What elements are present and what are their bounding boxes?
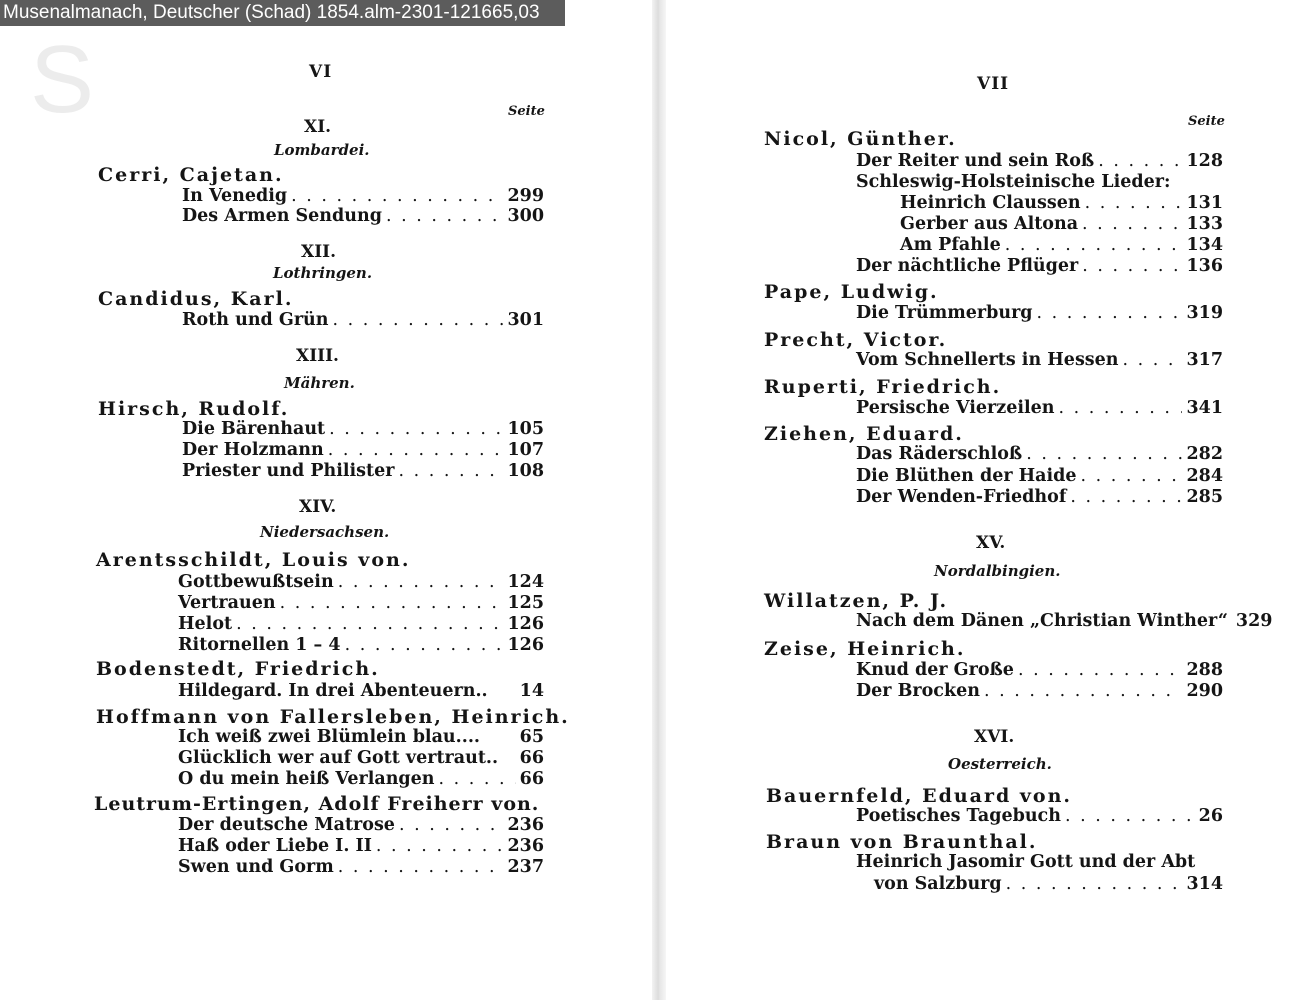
- entry-page: 134: [1186, 235, 1223, 255]
- section-title: Lothringen.: [273, 264, 373, 282]
- toc-entry[interactable]: [182, 461, 544, 481]
- section-title: Mähren.: [284, 374, 355, 392]
- column-header-seite: Seite: [508, 104, 545, 119]
- section-title: Lombardei.: [274, 141, 370, 159]
- section-number: XVI.: [974, 727, 1015, 747]
- author-name: Bauernfeld, Eduard von.: [766, 785, 1073, 807]
- toc-entry[interactable]: [178, 593, 544, 613]
- toc-entry[interactable]: [856, 660, 1223, 680]
- entry-title: Heinrich Jasomir Gott und der Abt: [856, 852, 1196, 872]
- author-name: Pape, Ludwig.: [764, 281, 939, 303]
- entry-title: von Salzburg: [874, 874, 1002, 894]
- entry-page: 319: [1186, 303, 1223, 323]
- entry-title: Der Holzmann: [182, 440, 324, 460]
- section-number: XIII.: [296, 346, 339, 366]
- entry-page: 285: [1186, 487, 1223, 507]
- entry-page: 290: [1186, 681, 1223, 701]
- toc-entry[interactable]: [178, 635, 544, 655]
- page-number: VI: [309, 62, 333, 82]
- entry-page: 282: [1186, 444, 1223, 464]
- entry-title: In Venedig: [182, 186, 288, 206]
- section-title: Nordalbingien.: [934, 562, 1061, 580]
- entry-page: 133: [1186, 214, 1223, 234]
- author-name: Ruperti, Friedrich.: [764, 376, 1002, 398]
- entry-title: O du mein heiß Verlangen: [178, 769, 435, 789]
- toc-entry[interactable]: [856, 611, 1273, 631]
- entry-title: Poetisches Tagebuch: [856, 806, 1061, 826]
- toc-entry[interactable]: [856, 350, 1223, 370]
- entry-title: Schleswig-Holsteinische Lieder:: [856, 172, 1171, 192]
- toc-entry[interactable]: [874, 874, 1223, 894]
- entry-page: 314: [1186, 874, 1223, 894]
- entry-page: 136: [1186, 256, 1223, 276]
- section-title: Oesterreich.: [948, 755, 1052, 773]
- toc-entry[interactable]: [856, 487, 1223, 507]
- toc-entry[interactable]: [178, 836, 544, 856]
- entry-page: 124: [507, 572, 544, 592]
- entry-page: 126: [507, 635, 544, 655]
- entry-page: 65: [519, 727, 544, 747]
- entry-title: Knud der Große: [856, 660, 1014, 680]
- toc-entry[interactable]: [182, 419, 544, 439]
- section-number: XII.: [301, 242, 337, 262]
- entry-title: Nach dem Dänen „Christian Winther“: [856, 611, 1228, 631]
- entry-page: 236: [507, 836, 544, 856]
- entry-title: Haß oder Liebe I. II: [178, 836, 372, 856]
- section-title: Niedersachsen.: [260, 523, 390, 541]
- entry-title: Am Pfahle: [900, 235, 1001, 255]
- scan-info-label: Musenalmanach, Deutscher (Schad) 1854.alm-2301-121665,03: [0, 0, 565, 26]
- author-name: Bodenstedt, Friedrich.: [96, 658, 380, 680]
- author-name: Arentsschildt, Louis von.: [96, 549, 411, 571]
- entry-page: 317: [1186, 350, 1223, 370]
- entry-page: 236: [507, 815, 544, 835]
- toc-entry[interactable]: [182, 310, 544, 330]
- author-name: Ziehen, Eduard.: [764, 423, 964, 445]
- toc-entry[interactable]: [178, 857, 544, 877]
- entry-page: 126: [507, 614, 544, 634]
- section-number: XIV.: [299, 497, 337, 517]
- toc-entry[interactable]: [856, 681, 1223, 701]
- toc-entry[interactable]: [856, 466, 1223, 486]
- toc-entry[interactable]: [856, 256, 1223, 276]
- entry-title: Vom Schnellerts in Hessen: [856, 350, 1119, 370]
- entry-title: Heinrich Claussen: [900, 193, 1081, 213]
- watermark-letter: S: [30, 26, 95, 133]
- entry-title: Der Brocken: [856, 681, 980, 701]
- entry-title: Der Wenden-Friedhof: [856, 487, 1067, 507]
- entry-page: 300: [507, 206, 544, 226]
- author-name: Hoffmann von Fallersleben, Heinrich.: [96, 706, 570, 728]
- toc-entry[interactable]: [182, 440, 544, 460]
- entry-page: 107: [507, 440, 544, 460]
- toc-entry[interactable]: [178, 681, 544, 701]
- entry-page: 105: [507, 419, 544, 439]
- toc-entry[interactable]: [856, 398, 1223, 418]
- author-name: Braun von Braunthal.: [766, 831, 1038, 853]
- entry-page: 125: [507, 593, 544, 613]
- entry-title: Die Bärenhaut: [182, 419, 326, 439]
- author-name: Hirsch, Rudolf.: [98, 398, 290, 420]
- toc-entry[interactable]: [182, 186, 544, 206]
- entry-title: Des Armen Sendung: [182, 206, 382, 226]
- entry-title: Die Trümmerburg: [856, 303, 1033, 323]
- book-gutter: [652, 0, 666, 1000]
- entry-title: Helot: [178, 614, 233, 634]
- toc-entry[interactable]: [178, 815, 544, 835]
- author-name: Nicol, Günther.: [764, 128, 957, 150]
- entry-title: Die Blüthen der Haide: [856, 466, 1077, 486]
- entry-title: Gottbewußtsein: [178, 572, 334, 592]
- entry-title: Der nächtliche Pflüger: [856, 256, 1079, 276]
- author-name: Candidus, Karl.: [98, 288, 294, 310]
- entry-page: 131: [1186, 193, 1223, 213]
- toc-entry[interactable]: [178, 614, 544, 634]
- entry-title: Ich weiß zwei Blümlein blau....: [178, 727, 481, 747]
- entry-title: Persische Vierzeilen: [856, 398, 1055, 418]
- page-number: VII: [977, 74, 1010, 94]
- entry-page: 26: [1198, 806, 1223, 826]
- entry-page: 329: [1235, 611, 1273, 631]
- entry-page: 14: [519, 681, 544, 701]
- toc-entry: [856, 172, 1223, 192]
- toc-entry[interactable]: [182, 206, 544, 226]
- author-name: Leutrum-Ertingen, Adolf Freiherr von.: [94, 793, 540, 815]
- entry-page: 66: [519, 748, 544, 768]
- toc-entry[interactable]: [178, 572, 544, 592]
- author-name: Zeise, Heinrich.: [764, 638, 966, 660]
- entry-title: Gerber aus Altona: [900, 214, 1079, 234]
- entry-title: Der Reiter und sein Roß: [856, 151, 1095, 171]
- toc-entry[interactable]: [856, 303, 1223, 323]
- entry-page: 299: [507, 186, 544, 206]
- entry-page: 237: [507, 857, 544, 877]
- toc-entry[interactable]: [900, 214, 1223, 234]
- entry-title: Der deutsche Matrose: [178, 815, 395, 835]
- entry-page: 66: [519, 769, 544, 789]
- toc-entry[interactable]: [178, 748, 544, 768]
- entry-page: 108: [507, 461, 544, 481]
- toc-entry[interactable]: [856, 444, 1223, 464]
- entry-title: Swen und Gorm: [178, 857, 334, 877]
- entry-title: Vertrauen: [178, 593, 276, 613]
- toc-entry[interactable]: [856, 806, 1223, 826]
- entry-page: 288: [1186, 660, 1223, 680]
- toc-entry[interactable]: [900, 193, 1223, 213]
- section-number: XI.: [304, 117, 332, 137]
- entry-title: Glücklich wer auf Gott vertraut..: [178, 748, 499, 768]
- entry-title: Das Räderschloß: [856, 444, 1023, 464]
- entry-page: 341: [1186, 398, 1223, 418]
- author-name: Willatzen, P. J.: [764, 590, 949, 612]
- toc-entry[interactable]: [178, 769, 544, 789]
- entry-page: 284: [1186, 466, 1223, 486]
- toc-entry: [856, 852, 1223, 872]
- entry-page: 301: [507, 310, 544, 330]
- toc-entry[interactable]: [856, 151, 1223, 171]
- entry-title: Roth und Grün: [182, 310, 329, 330]
- toc-entry[interactable]: [178, 727, 544, 747]
- entry-title: Hildegard. In drei Abenteuern..: [178, 681, 488, 701]
- entry-title: Priester und Philister: [182, 461, 395, 481]
- section-number: XV.: [976, 533, 1006, 553]
- entry-title: Ritornellen 1 – 4: [178, 635, 341, 655]
- entry-page: 128: [1186, 151, 1223, 171]
- column-header-seite: Seite: [1188, 114, 1225, 129]
- toc-entry[interactable]: [900, 235, 1223, 255]
- author-name: Precht, Victor.: [764, 329, 948, 351]
- author-name: Cerri, Cajetan.: [98, 164, 284, 186]
